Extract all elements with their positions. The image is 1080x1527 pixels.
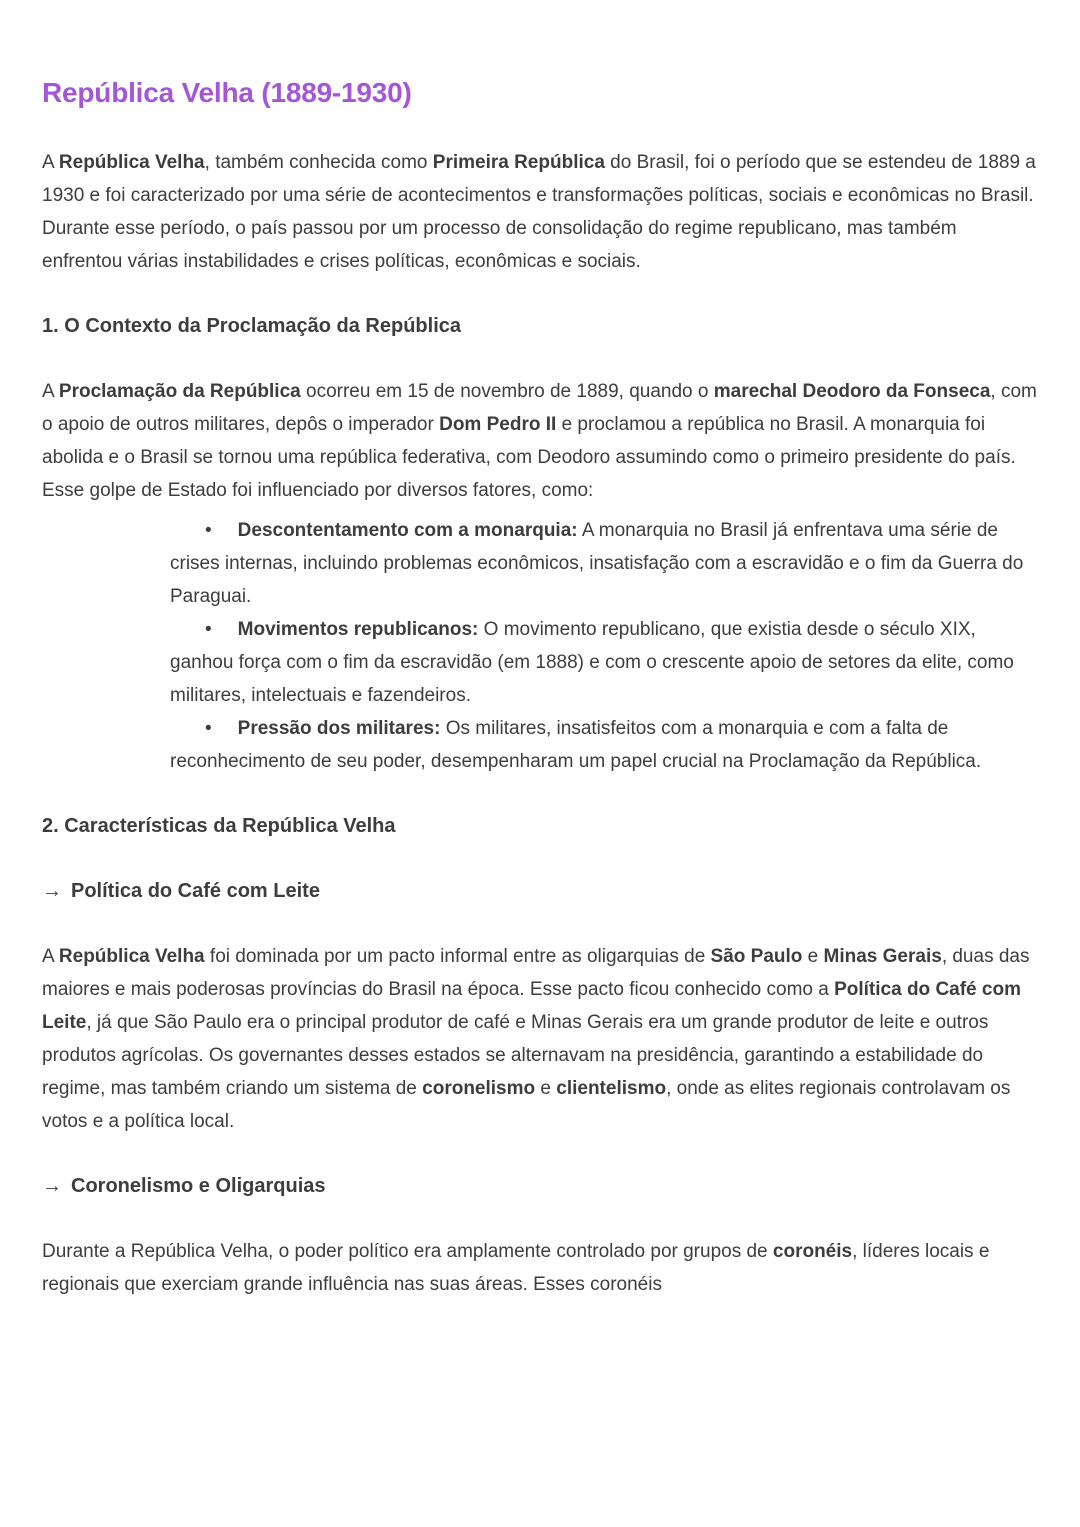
text-run: , onde as elites regionais controlavam os votos e a política local. xyxy=(42,1078,1011,1132)
text-run: A xyxy=(42,381,59,402)
arrow-icon: → xyxy=(42,1175,62,1197)
text-run: , também conhecida como xyxy=(204,152,433,173)
text-run: , com o apoio de outros militares, depôs o imperador xyxy=(42,381,1037,435)
bullet-icon: • xyxy=(205,520,212,541)
paragraph xyxy=(42,375,1038,507)
text-run: foi dominada por um pacto informal entre as oligarquias de xyxy=(204,946,711,967)
bold-text: Política do Café com Leite xyxy=(42,979,1021,1033)
bold-text: Minas Gerais xyxy=(823,946,942,967)
bullet-item xyxy=(42,712,1038,778)
arrow-heading-label: Coronelismo e Oligarquias xyxy=(71,1175,326,1197)
arrow-heading xyxy=(42,875,1038,908)
document-blocks xyxy=(42,146,1038,1301)
text-run: Os militares, insatisfeitos com a monarquia e com a falta de reconhecimento de seu poder, desempenharam um papel crucial na Proclamação da República. xyxy=(170,718,982,772)
bullet-list xyxy=(42,514,1038,778)
text-run: , duas das maiores e mais poderosas províncias do Brasil na época. Esse pacto ficou conhecido como a xyxy=(42,946,1030,1000)
text-run: e xyxy=(535,1078,557,1099)
text-run: , líderes locais e regionais que exerciam grande influência nas suas áreas. Esses coronéis xyxy=(42,1241,990,1295)
arrow-heading xyxy=(42,1170,1038,1203)
bullet-item xyxy=(42,514,1038,613)
bullet-icon: • xyxy=(205,718,212,739)
bold-text: Primeira República xyxy=(432,152,605,173)
bold-text: coronelismo xyxy=(422,1078,536,1099)
text-run: A xyxy=(42,152,59,173)
arrow-heading-label: Política do Café com Leite xyxy=(71,880,320,902)
bold-text: Movimentos republicanos: xyxy=(237,619,479,640)
text-run: do Brasil, foi o período que se estendeu de 1889 a 1930 e foi caracterizado por uma série de acontecimentos e transformações políticas, sociais e econômicas no Brasil. Durante esse período, o país passou por um processo de consolidação do regime republicano, mas também enfrentou várias instabilidades e crises políticas, econômicas e sociais. xyxy=(42,152,1036,272)
text-run: , já que São Paulo era o principal produtor de café e Minas Gerais era um grande produtor de leite e outros produtos agrícolas. Os governantes desses estados se alternavam na presidência, garantindo a estabilidade do regime, mas também criando um sistema de xyxy=(42,1012,989,1099)
bold-text: coronéis xyxy=(772,1241,853,1262)
paragraph xyxy=(42,146,1038,278)
text-run: A monarquia no Brasil já enfrentava uma série de crises internas, incluindo problemas econômicos, insatisfação com a escravidão e o fim da Guerra do Paraguai. xyxy=(170,520,1024,607)
section-heading: 2. Características da República Velha xyxy=(42,815,396,837)
bold-text: Descontentamento com a monarquia: xyxy=(237,520,578,541)
text-run: O movimento republicano, que existia desde o século XIX, ganhou força com o fim da escravidão (em 1888) e com o crescente apoio de setores da elite, como militares, intelectuais e fazendeiros. xyxy=(170,619,1014,706)
bold-text: República Velha xyxy=(58,946,205,967)
bold-text: São Paulo xyxy=(710,946,803,967)
bold-text: clientelismo xyxy=(556,1078,667,1099)
page-title: República Velha (1889-1930) xyxy=(42,77,412,108)
text-run: e proclamou a república no Brasil. A monarquia foi abolida e o Brasil se tornou uma república federativa, com Deodoro assumindo como o primeiro presidente do país. Esse golpe de Estado foi influenciado por diversos fatores, como: xyxy=(42,414,1016,501)
text-run: A xyxy=(42,946,59,967)
bold-text: Pressão dos militares: xyxy=(237,718,441,739)
bold-text: República Velha xyxy=(58,152,205,173)
text-run: e xyxy=(802,946,824,967)
text-run: ocorreu em 15 de novembro de 1889, quando o xyxy=(300,381,714,402)
arrow-icon: → xyxy=(42,880,62,902)
paragraph xyxy=(42,940,1038,1138)
bullet-icon: • xyxy=(205,619,212,640)
bold-text: marechal Deodoro da Fonseca xyxy=(713,381,991,402)
bold-text: Proclamação da República xyxy=(58,381,301,402)
text-run: Durante a República Velha, o poder político era amplamente controlado por grupos de xyxy=(42,1241,773,1262)
bold-text: Dom Pedro II xyxy=(439,414,557,435)
bullet-item xyxy=(42,613,1038,712)
paragraph xyxy=(42,1235,1038,1301)
section-heading: 1. O Contexto da Proclamação da República xyxy=(42,315,462,337)
